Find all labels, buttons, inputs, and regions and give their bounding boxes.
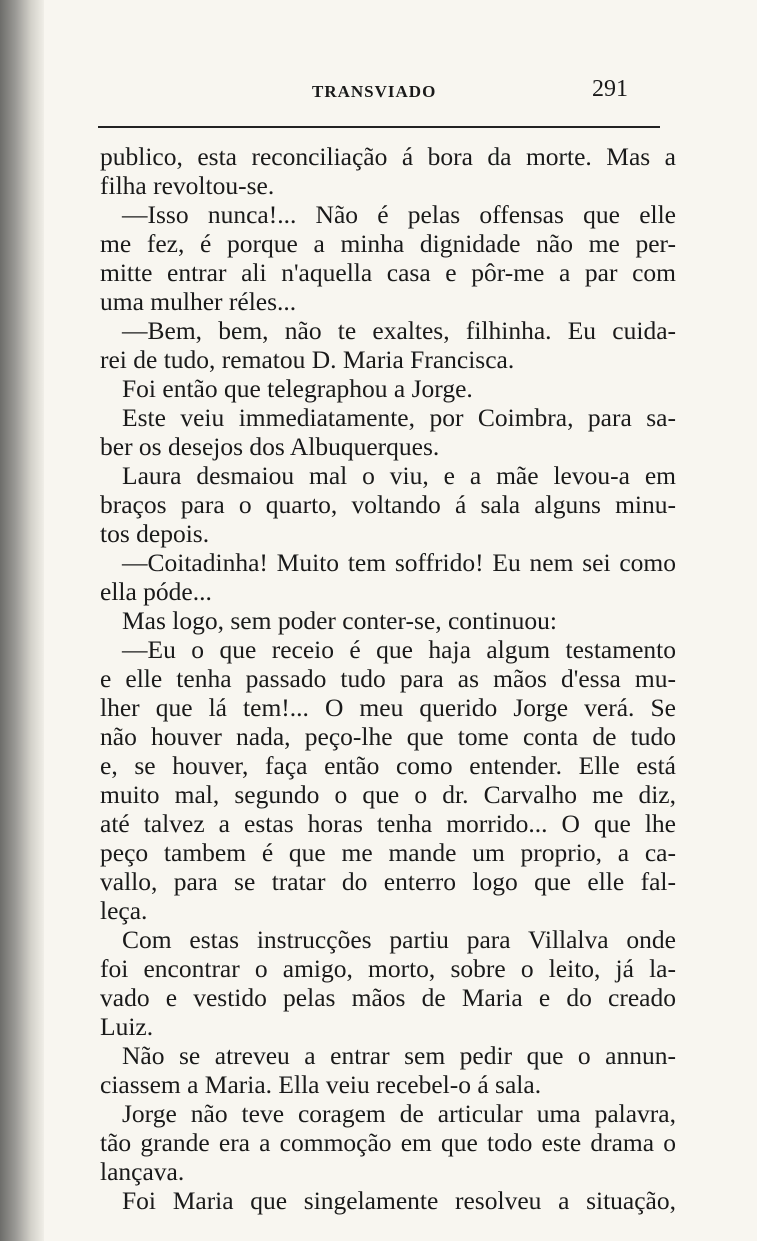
text-line: até talvez a estas horas tenha morrido... O que lhe (100, 809, 676, 838)
text-line: —Eu o que receio é que haja algum testamento (122, 635, 676, 664)
text-line: me fez, é porque a minha dignidade não me per- (100, 229, 676, 258)
text-line: peço tambem é que me mande um proprio, a ca- (100, 838, 676, 867)
page-header (110, 76, 670, 106)
text-line: —Bem, bem, não te exaltes, filhinha. Eu cuida- (122, 316, 676, 345)
text-line: —Coitadinha! Muito tem soffrido! Eu nem sei como (122, 548, 676, 577)
text-line: rei de tudo, rematou D. Maria Francisca. (100, 345, 515, 374)
text-line: lher que lá tem!... O meu querido Jorge verá. Se (100, 693, 676, 722)
text-line: mitte entrar ali n'aquella casa e pôr-me a par com (100, 258, 676, 287)
text-line: vallo, para se tratar do enterro logo que elle fal- (100, 867, 676, 896)
text-line: Laura desmaiou mal o viu, e a mãe levou-a em (122, 461, 676, 490)
text-line: leça. (100, 896, 148, 925)
text-line: ber os desejos dos Albuquerques. (100, 432, 440, 461)
text-line: Jorge não teve coragem de articular uma palavra, (122, 1099, 676, 1128)
text-line: Foi Maria que singelamente resolveu a situação, (122, 1186, 676, 1215)
text-line: filha revoltou-se. (100, 171, 275, 200)
text-line: braços para o quarto, voltando á sala alguns minu- (100, 490, 676, 519)
text-line: Luiz. (100, 1012, 154, 1041)
text-line: não houver nada, peço-lhe que tome conta de tudo (100, 722, 676, 751)
text-line: e elle tenha passado tudo para as mãos d'essa mu- (100, 664, 676, 693)
text-line: Mas logo, sem poder conter-se, continuou: (122, 606, 558, 635)
text-line: muito mal, segundo o que o dr. Carvalho me diz, (100, 780, 676, 809)
text-line: vado e vestido pelas mãos de Maria e do creado (100, 983, 676, 1012)
text-line: Este veiu immediatamente, por Coimbra, para sa- (122, 403, 676, 432)
body-text (100, 142, 676, 1215)
text-line: uma mulher réles... (100, 287, 297, 316)
text-line: Foi então que telegraphou a Jorge. (122, 374, 473, 403)
page-number: 291 (592, 76, 628, 102)
text-line: tos depois. (100, 519, 210, 548)
text-line: publico, esta reconciliação á bora da morte. Mas a (100, 142, 676, 171)
text-line: —Isso nunca!... Não é pelas offensas que elle (122, 200, 676, 229)
page-gutter-shadow (0, 0, 44, 1241)
running-title: TRANSVIADO (312, 82, 437, 101)
text-line: ciassem a Maria. Ella veiu recebel-o á sala. (100, 1070, 542, 1099)
text-line: e, se houver, faça então como entender. Elle está (100, 751, 676, 780)
text-line: foi encontrar o amigo, morto, sobre o leito, já la- (100, 954, 676, 983)
text-line: lançava. (100, 1157, 185, 1186)
text-line: Não se atreveu a entrar sem pedir que o annun- (122, 1041, 676, 1070)
text-line: ella póde... (100, 577, 212, 606)
header-rule (98, 126, 660, 128)
text-line: Com estas instrucções partiu para Villalva onde (122, 925, 676, 954)
text-line: tão grande era a commoção em que todo este drama o (100, 1128, 676, 1157)
